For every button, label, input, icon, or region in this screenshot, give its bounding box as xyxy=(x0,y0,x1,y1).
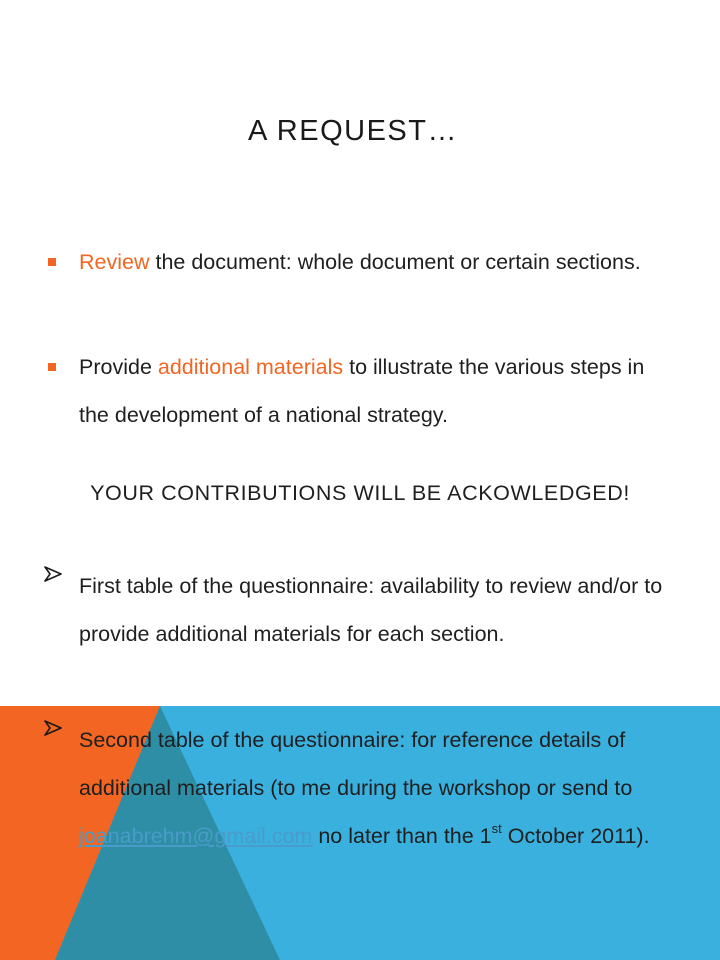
bullet-text: Second table of the questionnaire: for reference details of additional materials (to me during the workshop or send to xyxy=(79,728,633,800)
bullet-text: the document: whole document or certain sections. xyxy=(149,250,641,274)
email-link[interactable]: joanabrehm@gmail.com xyxy=(79,824,313,848)
ordinal-suffix: st xyxy=(491,821,502,836)
highlight-review: Review xyxy=(79,250,150,274)
acknowledgement-note: YOUR CONTRIBUTIONS WILL BE ACKOWLEDGED! xyxy=(90,481,630,505)
slide-title: A REQUEST… xyxy=(248,115,458,147)
bullet-text: October 2011). xyxy=(501,824,650,848)
bullet-text: no later than the 1 xyxy=(312,824,492,848)
highlight-additional-materials: additional materials xyxy=(157,355,344,379)
bullet-text: First table of the questionnaire: availability to review and/or to provide additional materials for each section. xyxy=(79,574,663,646)
bullet-text: Provide xyxy=(79,355,158,379)
bullet-text: to illustrate the various steps in the development of a national strategy. xyxy=(79,355,645,427)
